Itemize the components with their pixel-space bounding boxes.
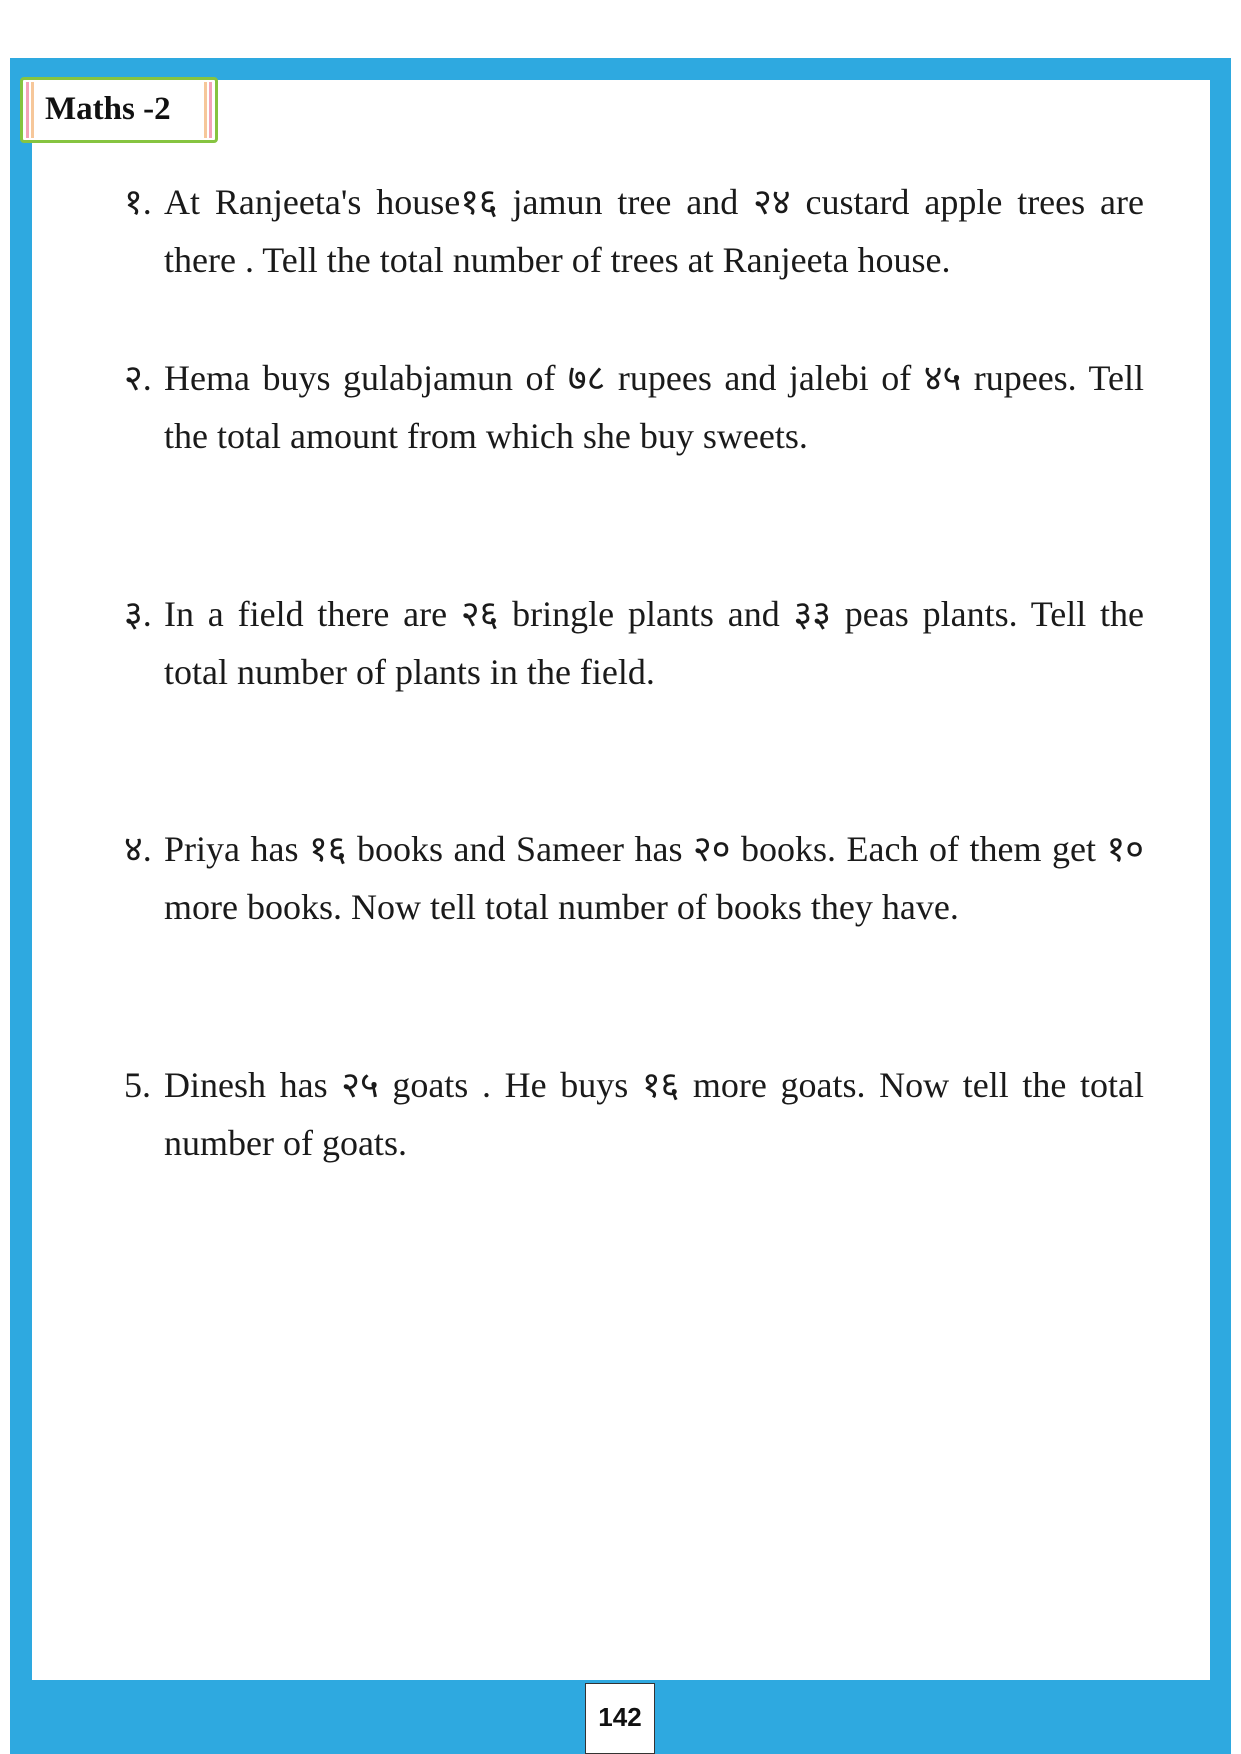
question-text: At Ranjeeta's house१६ jamun tree and २४ custard apple trees are there . Tell the total number of trees at Ranjeeta house. [164, 182, 1144, 280]
tag-stripe-decoration [26, 82, 29, 138]
question-item [124, 585, 1144, 701]
section-tag [20, 77, 218, 143]
question-text: Priya has १६ books and Sameer has २० books. Each of them get १० more books. Now tell total number of books they have. [164, 829, 1144, 927]
tag-stripe-decoration [31, 82, 34, 138]
question-number: २. [124, 358, 152, 398]
question-number: 5. [124, 1065, 151, 1105]
question-text: Hema buys gulabjamun of ७८ rupees and jalebi of ४५ rupees. Tell the total amount from which she buy sweets. [164, 358, 1144, 456]
question-number: ४. [124, 829, 152, 869]
question-item [124, 173, 1144, 289]
question-item [124, 820, 1144, 936]
page-number: 142 [585, 1683, 655, 1754]
question-number: १. [124, 182, 152, 222]
question-item [124, 1056, 1144, 1172]
tag-stripe-decoration [209, 82, 212, 138]
question-item [124, 349, 1144, 465]
question-text: Dinesh has २५ goats . He buys १६ more goats. Now tell the total number of goats. [164, 1065, 1144, 1163]
question-text: In a field there are २६ bringle plants and ३३ peas plants. Tell the total number of plants in the field. [164, 594, 1144, 692]
section-title: Maths -2 [45, 91, 171, 127]
tag-stripe-decoration [204, 82, 207, 138]
question-number: ३. [124, 594, 152, 634]
